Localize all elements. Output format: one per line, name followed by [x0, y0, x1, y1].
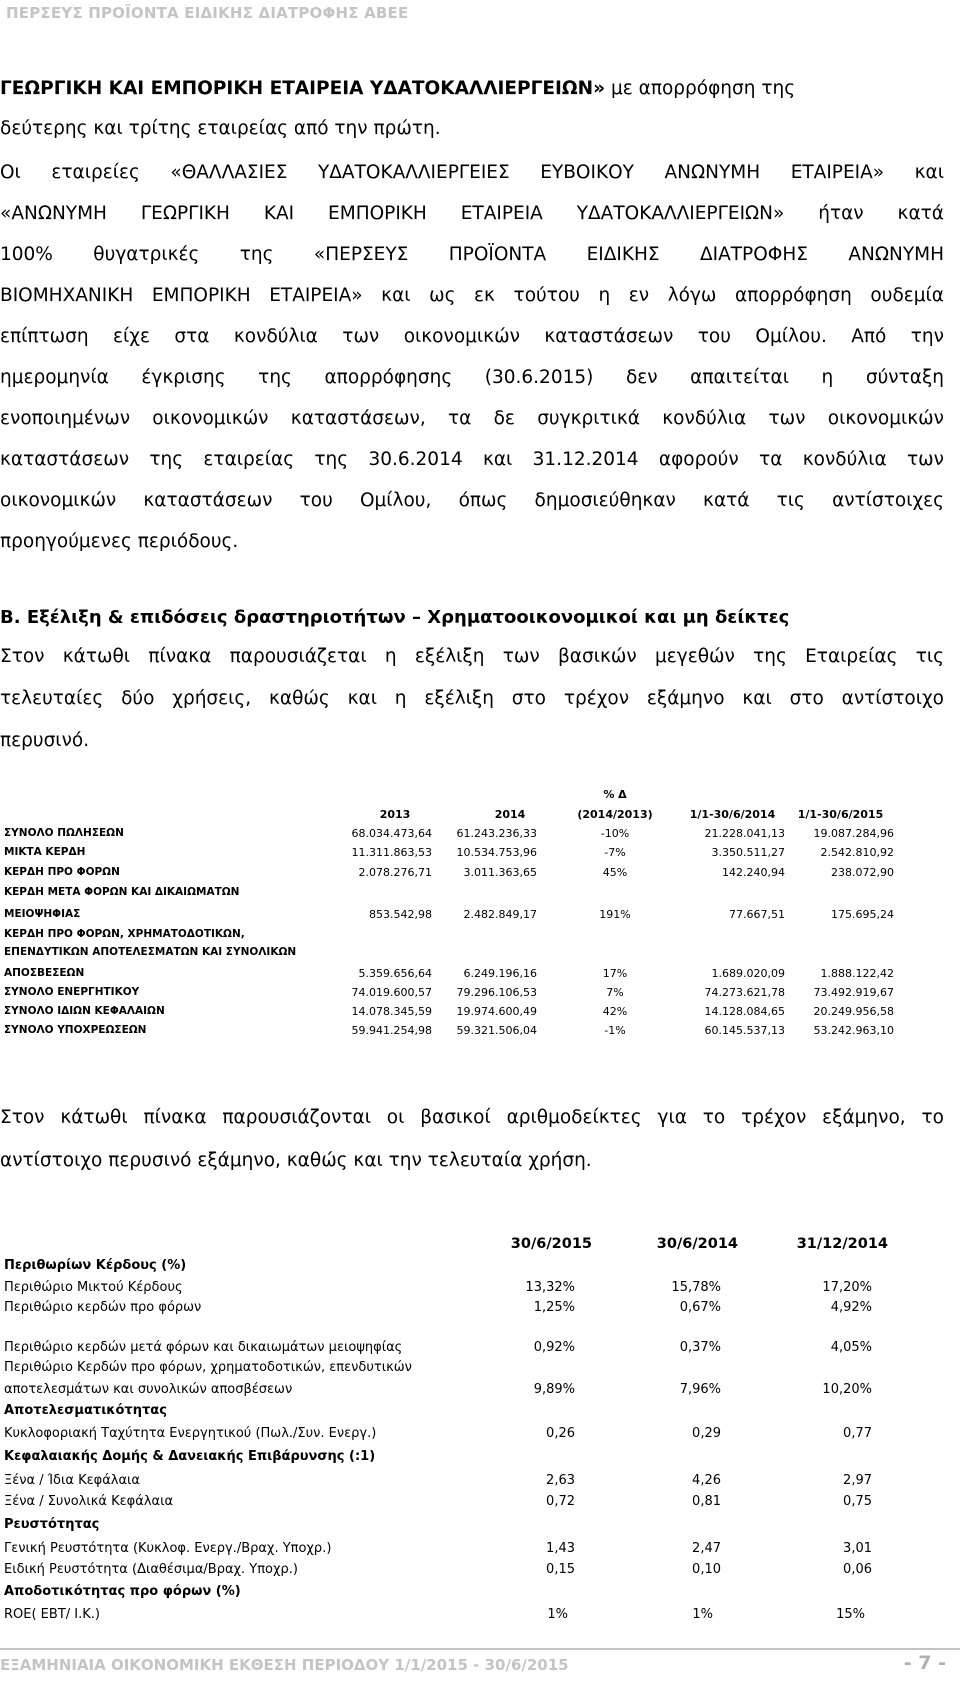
ratio-value: 0,92% — [533, 1340, 575, 1355]
col-header-2014: 2014 — [494, 808, 526, 821]
ratio-value: 15,78% — [671, 1280, 721, 1295]
ratio-value: 9,89% — [533, 1382, 575, 1397]
para2-line: προηγούμενες περιόδους. — [0, 531, 239, 552]
ratio-label: Περιθώριο κερδών προ φόρων — [4, 1300, 202, 1315]
cell-pct: 42% — [602, 1005, 628, 1018]
cell-pct: -10% — [600, 827, 630, 840]
ratio-value: 2,63 — [546, 1473, 575, 1488]
ratio-value: 1% — [692, 1607, 713, 1622]
ratio-value: 4,05% — [830, 1340, 872, 1355]
para2-line: ΒΙΟΜΗΧΑΝΙΚΗ ΕΜΠΟΡΙΚΗ ΕΤΑΙΡΕΙΑ» και ως εκ τούτου η εν λόγω απορρόφηση ουδεμία — [0, 285, 944, 306]
col-header-pct-range: (2014/2013) — [577, 808, 653, 821]
para2-line: ενοποιημένων οικονομικών καταστάσεων, τα δε συγκριτικά κονδύλια των οικονομικών — [0, 408, 944, 429]
cell-pct: -1% — [604, 1024, 626, 1037]
cell-2013: 5.359.656,64 — [358, 967, 432, 980]
ratio-value: 13,32% — [525, 1280, 575, 1295]
cell-h2015: 2.542.810,92 — [820, 846, 894, 859]
ratio-value: 17,20% — [822, 1280, 872, 1295]
para2-line: «ΑΝΩΝΥΜΗ ΓΕΩΡΓΙΚΗ ΚΑΙ ΕΜΠΟΡΙΚΗ ΕΤΑΙΡΕΙΑ ΥΔΑΤΟΚΑΛΛΙΕΡΓΕΙΩΝ» ήταν κατά — [0, 203, 944, 224]
cell-h2015: 73.492.919,67 — [813, 986, 894, 999]
para1-line-2: δεύτερης και τρίτης εταιρείας από την πρώτη. — [0, 118, 441, 139]
company-name-bold: ΓΕΩΡΓΙΚΗ ΚΑΙ ΕΜΠΟΡΙΚΗ ΕΤΑΙΡΕΙΑ ΥΔΑΤΟΚΑΛΛΙΕΡΓΕΙΩΝ» — [0, 78, 606, 99]
cell-h2015: 19.087.284,96 — [813, 827, 894, 840]
para1-line-1-rest: με απορρόφηση της — [605, 78, 796, 99]
page-number: - 7 - — [903, 1652, 946, 1674]
cell-2013: 68.034.473,64 — [351, 827, 432, 840]
ratios-group-label: Κεφαλαιακής Δομής & Δανειακής Επιβάρυνσης (:1) — [4, 1449, 376, 1464]
para2-line: ημερομηνία έγκρισης της απορρόφησης (30.6.2015) δεν απαιτείται η σύνταξη — [0, 367, 944, 388]
ratio-label: Ξένα / Ίδια Κεφάλαια — [4, 1473, 141, 1488]
ratio-label: Γενική Ρευστότητα (Κυκλοφ. Ενεργ./Βραχ. Υποχρ.) — [4, 1541, 332, 1556]
cell-2013: 74.019.600,57 — [351, 986, 432, 999]
row-label-cont: ΕΠΕΝΔΥΤΙΚΩΝ ΑΠΟΤΕΛΕΣΜΑΤΩΝ ΚΑΙ ΣΥΝΟΛΙΚΩΝ — [4, 946, 297, 958]
ratio-value: 0,77 — [843, 1426, 872, 1441]
ratio-label: ROE( ΕΒΤ/ Ι.Κ.) — [4, 1607, 100, 1622]
cell-2013: 853.542,98 — [369, 908, 432, 921]
row-label: ΜΙΚΤΑ ΚΕΡΔΗ — [4, 846, 86, 858]
ratio-value: 3,01 — [843, 1541, 872, 1556]
ratio-label: Περιθώριο κερδών μετά φόρων και δικαιωμάτων μειοψηφίας — [4, 1340, 403, 1355]
ratio-label: Ξένα / Συνολικά Κεφάλαια — [4, 1494, 174, 1509]
ratios-group-label: Περιθωρίων Κέρδους (%) — [4, 1258, 187, 1273]
para2-line: 100% θυγατρικές της «ΠΕΡΣΕΥΣ ΠΡΟΪΟΝΤΑ ΕΙΔΙΚΗΣ ΔΙΑΤΡΟΦΗΣ ΑΝΩΝΥΜΗ — [0, 244, 944, 265]
col-header-h2014: 1/1-30/6/2014 — [689, 808, 776, 821]
ratio-value: 0,26 — [546, 1426, 575, 1441]
ratio-label: Ειδική Ρευστότητα (Διαθέσιμα/Βραχ. Υποχρ.) — [4, 1562, 298, 1577]
para2-line: επίπτωση είχε στα κονδύλια των οικονομικών καταστάσεων του Ομίλου. Από την — [0, 326, 944, 347]
cell-2013: 2.078.276,71 — [358, 866, 432, 879]
ratio-value: 0,06 — [843, 1562, 872, 1577]
section-b-intro-line: τελευταίες δύο χρήσεις, καθώς και η εξέλιξη στο τρέχον εξάμηνο και στο αντίστοιχο — [0, 688, 944, 709]
ratio-value: 0,10 — [692, 1562, 721, 1577]
ratio-label: Περιθώριο Κερδών προ φόρων, χρηματοδοτικών, επενδυτικών — [4, 1360, 412, 1375]
cell-2014: 59.321.506,04 — [456, 1024, 537, 1037]
ratio-value: 2,47 — [692, 1541, 721, 1556]
para2-line: Οι εταιρείες «ΘΑΛΛΑΣΙΕΣ ΥΔΑΤΟΚΑΛΛΙΕΡΓΕΙΕΣ ΕΥΒΟΙΚΟΥ ΑΝΩΝΥΜΗ ΕΤΑΙΡΕΙΑ» και — [0, 162, 944, 183]
ratios-col-header-1: 30/6/2015 — [510, 1236, 592, 1252]
para2-line: καταστάσεων της εταιρείας της 30.6.2014 και 31.12.2014 αφορούν τα κονδύλια των — [0, 449, 944, 470]
page-header — [0, 0, 960, 30]
ratio-value: 0,72 — [546, 1494, 575, 1509]
row-label: ΣΥΝΟΛΟ ΥΠΟΧΡΕΩΣΕΩΝ — [4, 1024, 147, 1036]
ratio-label: Περιθώριο Μικτού Κέρδους — [4, 1280, 183, 1295]
cell-h2015: 20.249.956,58 — [813, 1005, 894, 1018]
intro2-line: αντίστοιχο περυσινό εξάμηνο, καθώς και την τελευταία χρήση. — [0, 1150, 592, 1171]
footer-title: ΕΞΑΜΗΝΙΑΙΑ ΟΙΚΟΝΟΜΙΚΗ ΕΚΘΕΣΗ ΠΕΡΙΟΔΟΥ 1/1/2015 - 30/6/2015 — [0, 1656, 569, 1674]
row-label: ΣΥΝΟΛΟ ΕΝΕΡΓΗΤΙΚΟΥ — [4, 986, 140, 998]
ratio-value: 0,15 — [546, 1562, 575, 1577]
cell-2014: 6.249.196,16 — [463, 967, 537, 980]
para2-line: οικονομικών καταστάσεων του Ομίλου, όπως δημοσιεύθηκαν κατά τις αντίστοιχες — [0, 490, 944, 511]
row-label-cont: ΜΕΙΟΨΗΦΙΑΣ — [4, 908, 81, 920]
para1-line-1 — [0, 78, 795, 99]
row-label: ΚΕΡΔΗ ΠΡΟ ΦΟΡΩΝ, ΧΡΗΜΑΤΟΔΟΤΙΚΩΝ, — [4, 928, 245, 940]
ratio-value: 7,96% — [679, 1382, 721, 1397]
footer-divider — [0, 1648, 960, 1650]
cell-2014: 19.974.600,49 — [456, 1005, 537, 1018]
col-header-2013: 2013 — [379, 808, 411, 821]
cell-h2014: 142.240,94 — [722, 866, 785, 879]
section-b-intro-line: Στον κάτωθι πίνακα παρουσιάζεται η εξέλιξη των βασικών μεγεθών της Εταιρείας τις — [0, 646, 944, 667]
cell-2014: 10.534.753,96 — [456, 846, 537, 859]
col-header-h2015: 1/1-30/6/2015 — [797, 808, 884, 821]
ratio-value: 0,29 — [692, 1426, 721, 1441]
ratio-label-cont: αποτελεσμάτων και συνολικών αποσβέσεων — [4, 1382, 293, 1397]
ratios-group-label: Ρευστότητας — [4, 1517, 100, 1532]
cell-h2015: 175.695,24 — [831, 908, 894, 921]
cell-h2014: 74.273.621,78 — [704, 986, 785, 999]
section-b-title: Β. Εξέλιξη & επιδόσεις δραστηριοτήτων – Χρηματοοικονομικοί και μη δείκτες — [0, 607, 790, 628]
ratio-value: 1,25% — [533, 1300, 575, 1315]
cell-pct: -7% — [604, 846, 626, 859]
ratio-value: 1,43 — [546, 1541, 575, 1556]
cell-2013: 59.941.254,98 — [351, 1024, 432, 1037]
ratio-value: 1% — [547, 1607, 568, 1622]
ratios-col-header-3: 31/12/2014 — [796, 1236, 888, 1252]
cell-h2014: 77.667,51 — [729, 908, 785, 921]
cell-h2014: 21.228.041,13 — [704, 827, 785, 840]
cell-2014: 61.243.236,33 — [456, 827, 537, 840]
cell-h2015: 53.242.963,10 — [813, 1024, 894, 1037]
ratio-value: 0,75 — [843, 1494, 872, 1509]
cell-2014: 3.011.363,65 — [463, 866, 537, 879]
cell-h2015: 238.072,90 — [831, 866, 894, 879]
ratio-label: Κυκλοφοριακή Ταχύτητα Ενεργητικού (Πωλ./Συν. Ενεργ.) — [4, 1426, 377, 1441]
row-label-cont: ΑΠΟΣΒΕΣΕΩΝ — [4, 967, 85, 979]
row-label: ΚΕΡΔΗ ΠΡΟ ΦΟΡΩΝ — [4, 866, 120, 878]
ratios-group-label: Αποδοτικότητας προ φόρων (%) — [4, 1584, 241, 1599]
ratio-value: 0,67% — [679, 1300, 721, 1315]
ratio-value: 15% — [836, 1607, 865, 1622]
col-header-pct: % Δ — [603, 788, 627, 801]
ratio-value: 4,92% — [830, 1300, 872, 1315]
cell-h2014: 14.128.084,65 — [704, 1005, 785, 1018]
ratio-value: 2,97 — [843, 1473, 872, 1488]
cell-h2015: 1.888.122,42 — [820, 967, 894, 980]
cell-pct: 45% — [602, 866, 628, 879]
header-title: ΠΕΡΣΕΥΣ ΠΡΟΪΟΝΤΑ ΕΙΔΙΚΗΣ ΔΙΑΤΡΟΦΗΣ ΑΒΕΕ — [6, 4, 409, 22]
cell-2013: 14.078.345,59 — [351, 1005, 432, 1018]
row-label: ΚΕΡΔΗ ΜΕΤΑ ΦΟΡΩΝ ΚΑΙ ΔΙΚΑΙΩΜΑΤΩΝ — [4, 886, 240, 898]
row-label: ΣΥΝΟΛΟ ΙΔΙΩΝ ΚΕΦΑΛΑΙΩΝ — [4, 1005, 165, 1017]
cell-h2014: 1.689.020,09 — [711, 967, 785, 980]
cell-pct: 191% — [599, 908, 631, 921]
financial-figures-table — [0, 780, 960, 1037]
intro2-line: Στον κάτωθι πίνακα παρουσιάζονται οι βασικοί αριθμοδείκτες για το τρέχον εξάμηνο, το — [0, 1107, 944, 1128]
ratio-value: 4,26 — [692, 1473, 721, 1488]
cell-2014: 2.482.849,17 — [463, 908, 537, 921]
cell-h2014: 60.145.537,13 — [704, 1024, 785, 1037]
cell-h2014: 3.350.511,27 — [711, 846, 785, 859]
ratios-table — [0, 1236, 960, 1636]
row-label: ΣΥΝΟΛΟ ΠΩΛΗΣΕΩΝ — [4, 827, 124, 839]
ratios-col-header-2: 30/6/2014 — [656, 1236, 738, 1252]
section-b-intro-line: περυσινό. — [0, 730, 90, 751]
ratio-value: 0,37% — [679, 1340, 721, 1355]
ratio-value: 10,20% — [822, 1382, 872, 1397]
cell-pct: 17% — [602, 967, 628, 980]
cell-pct: 7% — [606, 986, 624, 999]
ratios-group-label: Αποτελεσματικότητας — [4, 1403, 167, 1418]
cell-2013: 11.311.863,53 — [351, 846, 432, 859]
ratio-value: 0,81 — [692, 1494, 721, 1509]
cell-2014: 79.296.106,53 — [456, 986, 537, 999]
